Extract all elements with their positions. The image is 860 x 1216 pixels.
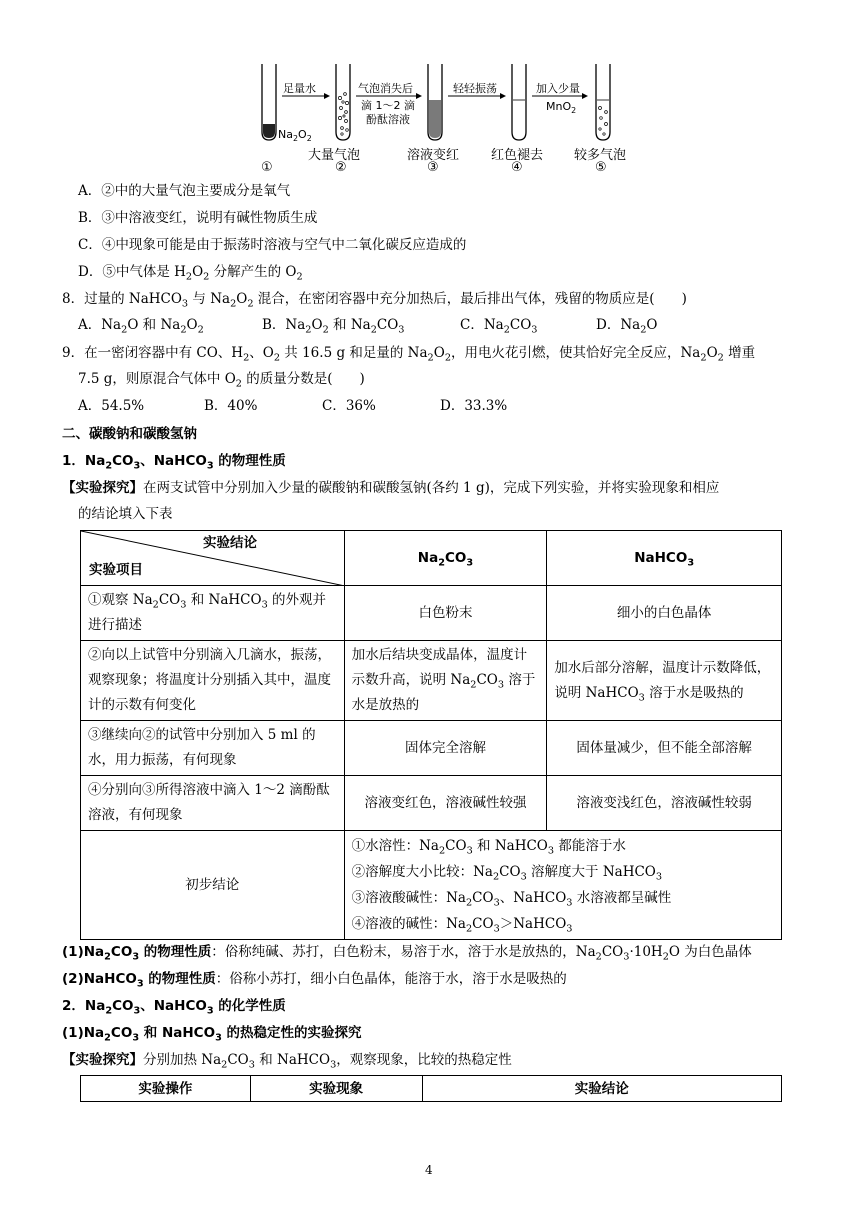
tube-5-label: 较多气泡 [574, 148, 627, 163]
row-2-item: ②向以上试管中分别滴入几滴水，振荡，观察现象；将温度计分别插入其中，温度计的示数有何变化 [81, 641, 345, 721]
q7-option-b: B．③中溶液变红，说明有碱性物质生成 [78, 210, 318, 226]
row-2-nahco3: 加水后部分溶解，温度计示数降低，说明 NaHCO$_3$ 溶于水是吸热的 [547, 641, 782, 721]
row-2-na2co3: 加水后结块变成晶体，温度计示数升高，说明 $Na_2CO_3$ 溶于水是放热的 [344, 641, 547, 721]
conclusion-4: ④溶液的碱性：$Na_2CO_3>NaHCO_3$ [351, 916, 573, 935]
experiment-2-tag: 【实验探究】 [62, 1052, 143, 1068]
tube-5-number: ⑤ [595, 160, 607, 175]
table-row [81, 586, 782, 641]
experiment-tag: 【实验探究】 [62, 480, 143, 496]
conclusion-3: ③溶液酸碱性：$Na_2CO_3$、NaHCO$_3$ 水溶液都呈碱性 [351, 890, 672, 909]
arrow-3-top-text: 轻轻振荡 [453, 82, 497, 95]
q7-option-a: A．②中的大量气泡主要成分是氧气 [78, 183, 291, 199]
q9-option-b: B．40% [204, 398, 258, 414]
experiment-text-1: 在两支试管中分别加入少量的碳酸钠和碳酸氢钠(各约 1 g)，完成下列实验，并将实验现象和相应 [143, 480, 720, 496]
row-1-nahco3: 细小的白色晶体 [547, 586, 782, 641]
experiment-intro-line-2: 的结论填入下表 [78, 506, 173, 522]
tube-3-number: ③ [427, 160, 439, 175]
table-header-row [81, 1076, 782, 1102]
table-header-row [81, 531, 782, 586]
experiment-2-intro [62, 1050, 512, 1070]
arrow-1-top-text: 足量水 [283, 82, 316, 95]
conclusion-cell [344, 831, 781, 940]
conclusion-row [81, 831, 782, 940]
tube-4-label: 红色褪去 [491, 148, 544, 163]
header-conclusion: 实验结论 [422, 1076, 781, 1102]
corner-bottom-label: 实验项目 [89, 562, 143, 578]
reagent-label: $Na_2O_2$ [278, 128, 312, 144]
q9-option-d: D．33.3% [440, 398, 508, 414]
q8-option-b: B．$Na_2O_2$ 和 $Na_2CO_3$ [262, 317, 405, 336]
q8-option-c: C．$Na_2CO_3$ [460, 317, 538, 336]
column-header-na2co3: $Na_2CO_3$ [344, 531, 547, 586]
experiment-figure [250, 58, 660, 178]
property-na2co3-label: $(1)Na_2CO_3$ 的物理性质 [62, 944, 212, 963]
row-3-item: ③继续向②的试管中分别加入 5 ml 的水，用力振荡，有何现象 [81, 721, 345, 776]
subsection-2-heading: 2．$Na_2CO_3$、NaHCO$_3$ 的化学性质 [62, 998, 286, 1017]
property-na2co3 [62, 942, 752, 962]
header-operation: 实验操作 [81, 1076, 251, 1102]
experiment-2-text: 分别加热 $Na_2CO_3$ 和 NaHCO$_3$，观察现象，比较的热稳定性 [143, 1052, 512, 1071]
column-header-nahco3: NaHCO$_3$ [547, 531, 782, 586]
row-1-na2co3: 白色粉末 [344, 586, 547, 641]
q9-option-a: A．54.5% [78, 398, 145, 414]
q7-option-d: D．⑤中气体是 $H_2O_2$ 分解产生的 $O_2$ [78, 264, 303, 283]
tube-3-label: 溶液变红 [407, 148, 460, 163]
subsection-2-1-heading: $(1)Na_2CO_3$ 和 NaHCO$_3$ 的热稳定性的实验探究 [62, 1025, 362, 1044]
property-nahco3-text: ：俗称小苏打，细小白色晶体，能溶于水，溶于水是吸热的 [215, 971, 567, 987]
q7-option-c: C．④中现象可能是由于振荡时溶液与空气中二氧化碳反应造成的 [78, 237, 467, 253]
corner-top-label: 实验结论 [203, 535, 257, 551]
header-phenomenon: 实验现象 [250, 1076, 422, 1102]
thermal-stability-table [80, 1075, 782, 1102]
arrow-2-bottom-text: 滴 1～2 滴 酚酞溶液 [361, 99, 415, 126]
row-3-nahco3: 固体量减少，但不能全部溶解 [547, 721, 782, 776]
table-row [81, 641, 782, 721]
tube-5 [596, 64, 610, 140]
q9-option-c: C．36% [322, 398, 376, 414]
conclusion-2: ②溶解度大小比较：$Na_2CO_3$ 溶解度大于 NaHCO$_3$ [351, 864, 663, 883]
table-row [81, 721, 782, 776]
property-nahco3 [62, 969, 567, 989]
table-corner-cell [81, 531, 345, 586]
tube-3 [428, 64, 442, 140]
page-number: 4 [425, 1163, 433, 1177]
property-na2co3-text: ：俗称纯碱、苏打，白色粉末，易溶于水，溶于水是放热的，$Na_2CO_3\cdot 10H_2O$ 为白色晶体 [211, 944, 752, 963]
arrow-4-bottom-text: MnO$_2$ [546, 100, 577, 116]
arrow-4-top-text: 加入少量 [536, 82, 580, 95]
arrow-2-top-text: 气泡消失后 [358, 82, 413, 95]
table-row [81, 776, 782, 831]
q9-stem-line-2: 7.5 g，则原混合气体中 $O_2$ 的质量分数是( ) [78, 371, 365, 390]
q8-option-a: A．$Na_2O$ 和 $Na_2O_2$ [78, 317, 204, 336]
experiment-intro-line-1 [62, 478, 719, 498]
tube-2-label: 大量气泡 [308, 148, 361, 163]
tube-1-number: ① [261, 160, 273, 175]
tube-4-number: ④ [511, 160, 523, 175]
tube-4 [512, 64, 526, 140]
row-4-item: ④分别向③所得溶液中滴入 1～2 滴酚酞溶液，有何现象 [81, 776, 345, 831]
tube-2-number: ② [335, 160, 347, 175]
conclusion-label: 初步结论 [81, 831, 345, 940]
conclusion-1: ①水溶性：$Na_2CO_3$ 和 NaHCO$_3$ 都能溶于水 [351, 838, 626, 857]
section-heading: 二、碳酸钠和碳酸氢钠 [62, 426, 197, 442]
row-1-item: ①观察 $Na_2CO_3$ 和 NaHCO$_3$ 的外观并进行描述 [81, 586, 345, 641]
physical-properties-table [80, 530, 782, 940]
row-3-na2co3: 固体完全溶解 [344, 721, 547, 776]
tube-2 [336, 64, 350, 140]
row-4-nahco3: 溶液变浅红色，溶液碱性较弱 [547, 776, 782, 831]
q8-option-d: D．$Na_2O$ [596, 317, 658, 336]
tube-1 [262, 64, 276, 140]
subsection-1-heading: 1．$Na_2CO_3$、NaHCO$_3$ 的物理性质 [62, 453, 286, 472]
q8-stem: 8．过量的 NaHCO$_3$ 与 $Na_2O_2$ 混合，在密闭容器中充分加热后，最后排出气体，残留的物质应是( ) [62, 291, 687, 310]
row-4-na2co3: 溶液变红色，溶液碱性较强 [344, 776, 547, 831]
property-nahco3-label: (2)NaHCO$_3$ 的物理性质 [62, 971, 216, 990]
q9-stem-line-1: 9．在一密闭容器中有 CO、$H_2$、$O_2$ 共 16.5 g 和足量的 $Na_2O_2$，用电火花引燃，使其恰好完全反应，$Na_2O_2$ 增重 [62, 345, 756, 364]
